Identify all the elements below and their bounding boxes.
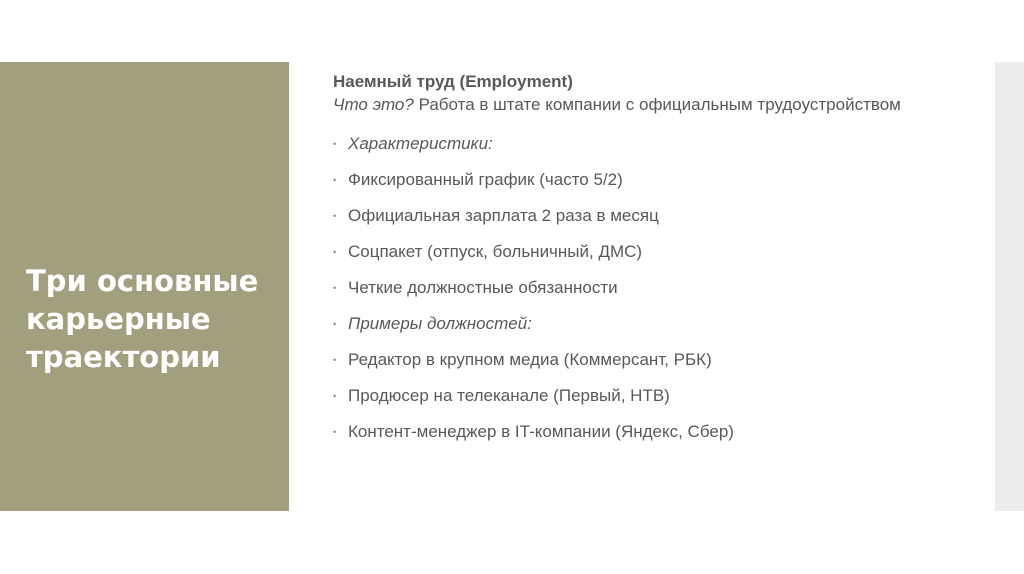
slide-title: Три основные карьерные траектории — [26, 264, 259, 374]
side-strip — [995, 62, 1024, 511]
section-heading: Наемный труд (Employment) — [333, 72, 573, 91]
bullet-dot-icon: • — [333, 283, 337, 293]
bullet-item — [333, 126, 953, 162]
bullet-dot-icon: • — [333, 427, 337, 437]
slide-content — [333, 70, 953, 450]
bullet-text: Продюсер на телеканале (Первый, НТВ) — [348, 386, 670, 405]
bullet-text: Фиксированный график (часто 5/2) — [348, 170, 623, 189]
bullet-item — [333, 234, 953, 270]
bullet-dot-icon: • — [333, 391, 337, 401]
bullet-text: Редактор в крупном медиа (Коммерсант, РБК) — [348, 350, 712, 369]
bullet-text: Официальная зарплата 2 раза в месяц — [348, 206, 659, 225]
title-panel — [0, 62, 289, 511]
intro-text — [333, 93, 953, 116]
bullet-dot-icon: • — [333, 211, 337, 221]
bullet-item — [333, 378, 953, 414]
bullet-dot-icon: • — [333, 175, 337, 185]
bullet-item — [333, 306, 953, 342]
bullet-dot-icon: • — [333, 247, 337, 257]
intro-question: Что это? — [333, 95, 414, 114]
bullet-text: Примеры должностей: — [348, 314, 532, 333]
bullet-text: Четкие должностные обязанности — [348, 278, 618, 297]
bullet-text: Соцпакет (отпуск, больничный, ДМС) — [348, 242, 643, 261]
bullet-item — [333, 162, 953, 198]
bullet-dot-icon: • — [333, 355, 337, 365]
bullet-item — [333, 198, 953, 234]
bullet-dot-icon: • — [333, 319, 337, 329]
bullet-list — [333, 126, 953, 450]
bullet-item — [333, 414, 953, 450]
bullet-item — [333, 270, 953, 306]
bullet-text: Характеристики: — [348, 134, 493, 153]
bullet-item — [333, 342, 953, 378]
intro-answer: Работа в штате компании с официальным трудоустройством — [413, 95, 901, 114]
bullet-dot-icon: • — [333, 139, 337, 149]
bullet-text: Контент-менеджер в IT-компании (Яндекс, Сбер) — [348, 422, 734, 441]
